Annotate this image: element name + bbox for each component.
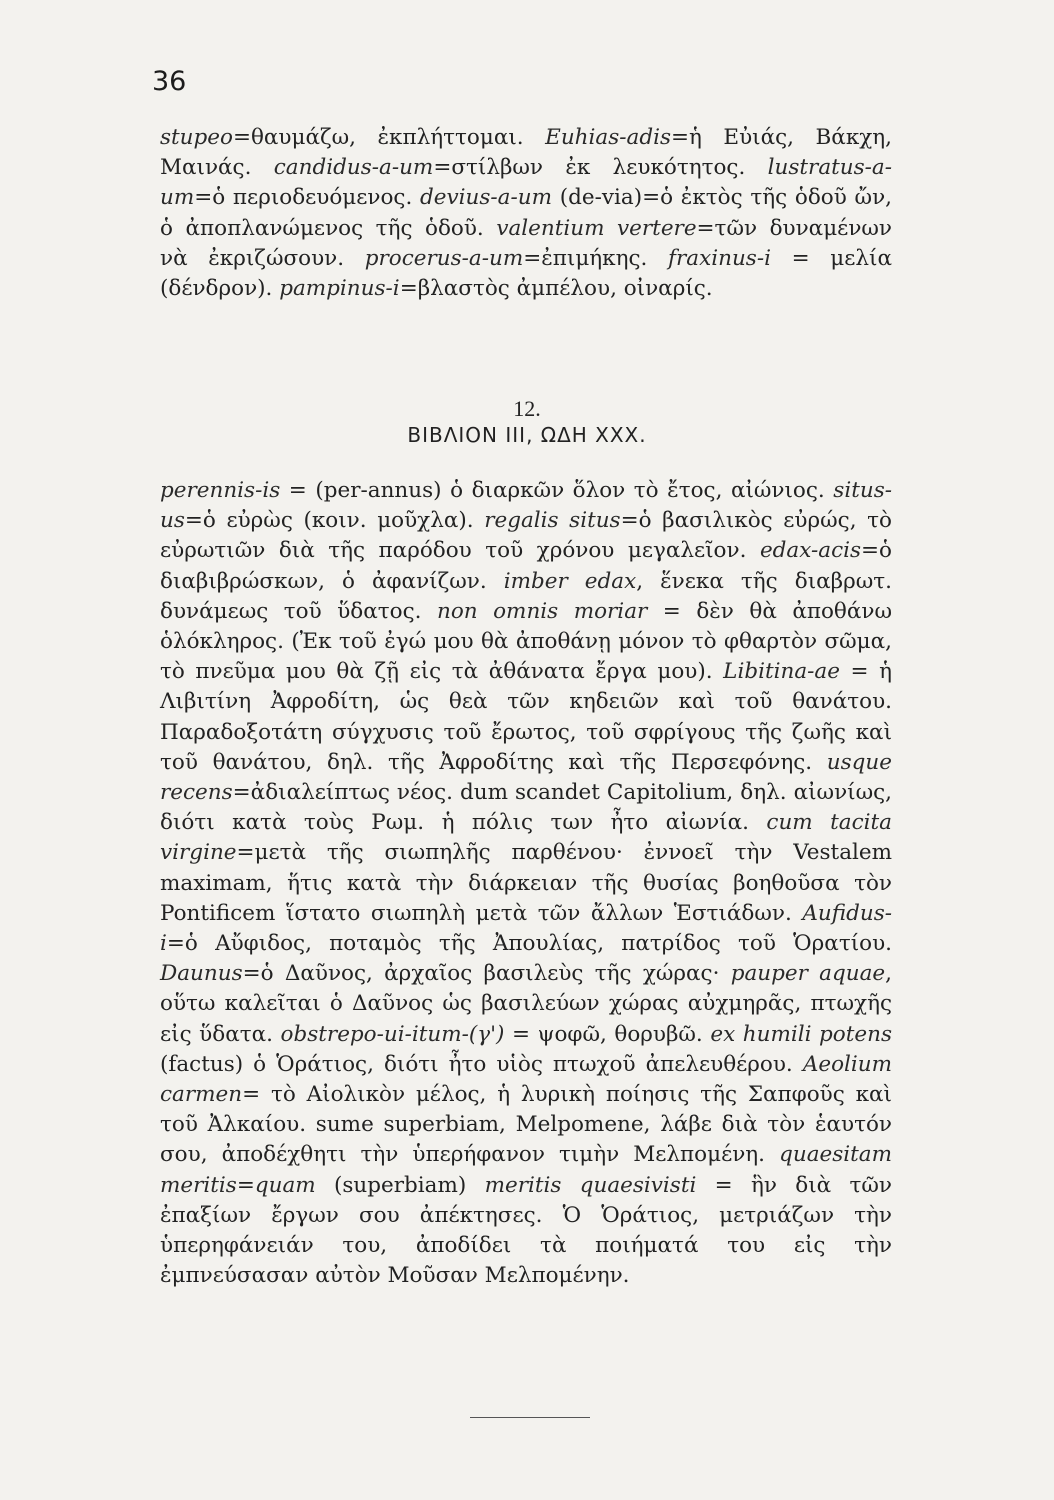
latin-term: devius-a-um	[420, 185, 553, 211]
end-rule	[470, 1417, 590, 1418]
latin-term: quaesitam meritis	[160, 1142, 892, 1198]
latin-term: non omnis moriar	[436, 598, 648, 624]
gloss-text: (factus) ὁ Ὁράτιος, διότι ἦτο υἱὸς πτωχοῦ ἀπελευθέρου.	[160, 1051, 803, 1077]
gloss-text: = δὲν θὰ ἀποθάνω ὁλόκληρος. (Ἐκ τοῦ ἐγώ μου θὰ ἀποθάνῃ μόνον τὸ φθαρτὸν σῶμα, τὸ πνεῦμα μου θὰ ζῇ εἰς τὰ ἀθάνατα ἔργα μου).	[160, 598, 893, 685]
gloss-text: =ὁ Δαῦνος, ἀρχαῖος βασιλεὺς τῆς χώρας·	[242, 961, 731, 987]
latin-term: pauper aquae	[730, 961, 886, 987]
latin-term: ex humili potens	[710, 1021, 892, 1047]
gloss-text: (de-via)=ὁ ἐκτὸς τῆς ὁδοῦ ὤν, ὁ ἀποπλανώμενος τῆς ὁδοῦ.	[160, 185, 892, 241]
gloss-text: = (per-annus) ὁ διαρκῶν ὅλον τὸ ἔτος, αἰώνιος.	[280, 478, 834, 503]
gloss-text: =ὁ Αὔφιδος, ποταμὸς τῆς Ἀπουλίας, πατρίδος τοῦ Ὁρατίου.	[166, 931, 892, 957]
latin-term: Euhias-adis	[545, 125, 671, 150]
latin-term: imber edax	[503, 568, 637, 594]
latin-term: edax-acis	[759, 538, 862, 564]
gloss-text: =	[236, 1172, 255, 1198]
gloss-text: =θαυμάζω, ἐκπλήττομαι.	[232, 125, 546, 150]
latin-term: meritis quaesivisti	[484, 1172, 697, 1198]
latin-term: Aeolium carmen	[160, 1051, 892, 1108]
latin-term: Daunus	[160, 961, 243, 987]
latin-term: perennis-is	[160, 478, 281, 503]
gloss-text: = ψοφῶ, θορυβῶ.	[504, 1021, 711, 1047]
gloss-text: =ἀδιαλείπτως νέος. dum scandet Capitolium, δηλ. αἰωνίως, διότι κατὰ τοὺς Ρωμ. ἡ πόλις των ἦτο αἰωνία.	[160, 780, 892, 836]
glossary-paragraph-a	[160, 123, 892, 304]
latin-term: quam	[254, 1172, 316, 1198]
latin-term: Libitina-ae	[723, 659, 840, 685]
gloss-text: (superbiam)	[315, 1172, 485, 1198]
latin-term: regalis situs	[484, 508, 621, 534]
gloss-text: = ἣν διὰ τῶν ἐπαξίων ἔργων σου ἀπέκτησες. Ὁ Ὁράτιος, μετριάζων τὴν ὑπερηφάνειάν του, ἀποδίδει τὰ ποιήματά του εἰς τὴν ἐμπνεύσασαν αὐτὸν Μοῦσαν Μελπομένην.	[160, 1172, 892, 1289]
gloss-text: = τὸ Αἰολικὸν μέλος, ἡ λυρικὴ ποίησις τῆς Σαπφοῦς καὶ τοῦ Ἀλκαίου. sume superbiam, Melpomene, λάβε διὰ τὸν ἑαυτόν σου, ἀποδέχθητι τὴν ὑπερήφανον τιμὴν Μελπομένη.	[160, 1082, 892, 1168]
latin-term: obstrepo-ui-itum-(γ')	[280, 1021, 505, 1047]
gloss-text: =ἡ Εὐιάς, Βάκχη, Μαινάς.	[160, 125, 892, 181]
section-title: ΒΙΒΛΙΟΝ III, ΩΔΗ XXX.	[407, 423, 647, 447]
latin-term: fraxinus-i	[668, 245, 771, 271]
latin-term: Aufidus-i	[160, 900, 892, 957]
latin-term: pampinus-i	[279, 276, 400, 302]
gloss-text: , ἕνεκα τῆς διαβρωτ. δυνάμεως τοῦ ὕδατος.	[160, 568, 893, 624]
gloss-text: =τῶν δυναμένων νὰ ἐκριζώσουν.	[160, 215, 892, 271]
gloss-text: =ὁ διαβιβρώσκων, ὁ ἀφανίζων.	[160, 538, 892, 594]
latin-term: cum tacita virgine	[160, 810, 892, 866]
gloss-text: =στίλβων ἐκ λευκότητος.	[433, 155, 768, 181]
latin-term: usque recens	[160, 749, 892, 806]
glossary-paragraph-b	[160, 476, 892, 1291]
latin-term: situs-us	[160, 478, 892, 534]
gloss-text: =βλαστὸς ἀμπέλου, οἰναρίς.	[399, 276, 713, 302]
gloss-text: =ὁ περιοδευόμενος.	[194, 185, 421, 211]
gloss-text: = ἡ Λιβιτίνη Ἀφροδίτη, ὡς θεὰ τῶν κηδειῶν καὶ τοῦ θανάτου. Παραδοξοτάτη σύγχυσις τοῦ ἔρωτος, τοῦ σφρίγους τῆς ζωῆς καὶ τοῦ θανάτου, δηλ. τῆς Ἀφροδίτης καὶ τῆς Περσεφόνης.	[160, 659, 892, 775]
gloss-text: , οὕτω καλεῖται ὁ Δαῦνος ὡς βασιλεύων χώρας αὐχμηρᾶς, πτωχῆς εἰς ὕδατα.	[160, 961, 892, 1047]
latin-term: lustratus-a-um	[160, 155, 893, 211]
gloss-text: =μετὰ τῆς σιωπηλῆς παρθένου· ἐννοεῖ τὴν Vestalem maximam, ἥτις κατὰ τὴν διάρκειαν τῆς θυσίας βοηθοῦσα τὸν Pontificem ἵστατο σιωπηλὴ μετὰ τῶν ἄλλων Ἑστιάδων.	[160, 840, 892, 926]
latin-term: procerus-a-um	[364, 245, 524, 271]
latin-term: valentium vertere	[496, 215, 697, 241]
gloss-text: =ἐπιμήκης.	[523, 245, 669, 271]
section-number: 12.	[513, 396, 541, 421]
latin-term: candidus-a-um	[273, 155, 434, 181]
latin-term: stupeo	[160, 125, 233, 150]
gloss-text: = μελία (δένδρον).	[160, 245, 892, 302]
page-number: 36	[152, 66, 187, 97]
gloss-text: =ὁ βασιλικὸς εὐρώς, τὸ εὐρωτιῶν διὰ τῆς παρόδου τοῦ χρόνου μεγαλεῖον.	[160, 508, 892, 564]
gloss-text: =ὁ εὐρὼς (κοιν. μοῦχλα).	[184, 508, 485, 534]
